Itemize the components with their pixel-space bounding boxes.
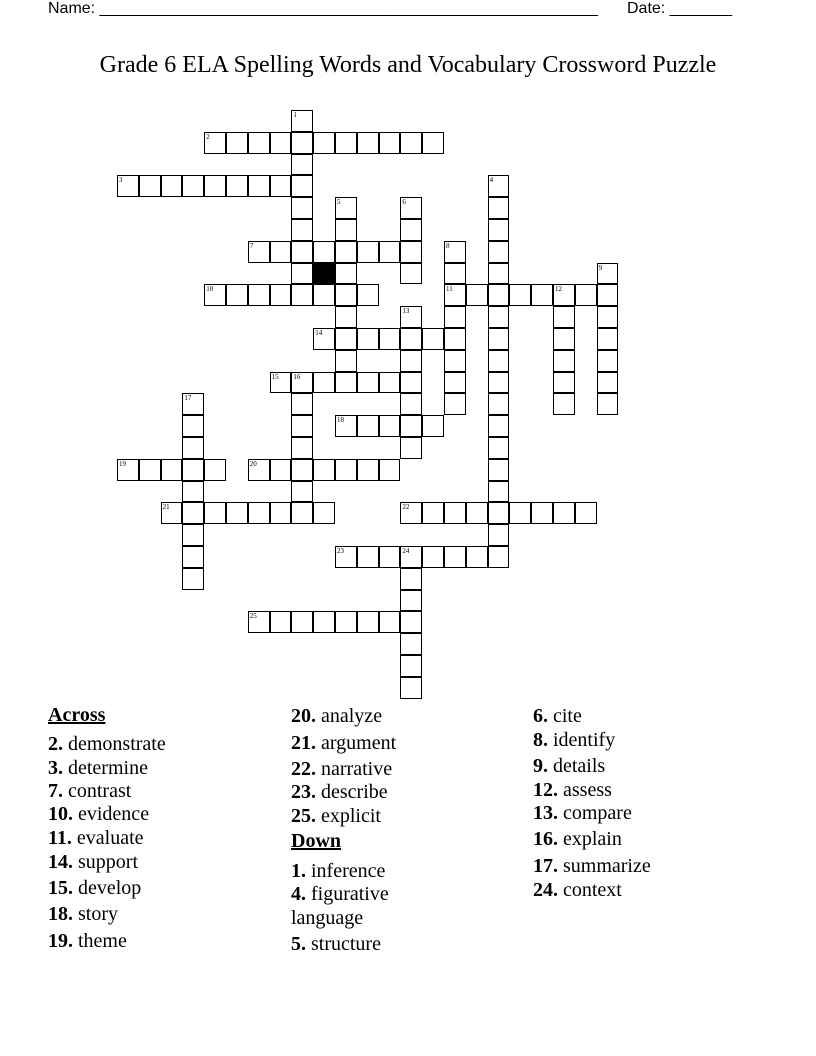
clue-item [48, 827, 144, 849]
crossword-cell[interactable] [291, 175, 313, 197]
clue-number: 2 [206, 132, 210, 141]
crossword-cell[interactable] [139, 175, 161, 197]
crossword-cell[interactable] [161, 502, 183, 524]
clue-item [533, 828, 622, 850]
crossword-cell[interactable] [291, 284, 313, 306]
crossword-cell[interactable] [379, 459, 401, 481]
clue-number: 5 [337, 198, 341, 207]
crossword-cell[interactable] [204, 132, 226, 154]
clue-number: 13 [402, 307, 410, 316]
crossword-cell[interactable] [335, 328, 357, 350]
crossword-cell[interactable] [182, 393, 204, 415]
crossword-cell[interactable] [139, 459, 161, 481]
crossword-cell[interactable] [291, 459, 313, 481]
crossword-cell[interactable] [270, 132, 292, 154]
clue-number: 24. [533, 879, 558, 901]
crossword-cell[interactable] [313, 459, 335, 481]
crossword-cell[interactable] [488, 175, 510, 197]
clue-text: evaluate [76, 827, 144, 849]
crossword-cell[interactable] [444, 372, 466, 394]
crossword-cell[interactable] [291, 110, 313, 132]
clue-item [533, 879, 622, 901]
name-field[interactable]: Name: ________________________________________________________ [48, 0, 598, 17]
clue-number: 3 [119, 176, 123, 185]
clue-number: 4. [291, 883, 306, 905]
crossword-cell[interactable] [335, 284, 357, 306]
crossword-cell[interactable] [291, 372, 313, 394]
crossword-cell[interactable] [379, 611, 401, 633]
crossword-cell[interactable] [400, 502, 422, 524]
crossword-cell[interactable] [161, 175, 183, 197]
crossword-cell[interactable] [117, 459, 139, 481]
crossword-cell[interactable] [357, 459, 379, 481]
crossword-cell[interactable] [400, 132, 422, 154]
crossword-cell[interactable] [182, 175, 204, 197]
crossword-cell[interactable] [488, 263, 510, 285]
crossword-cell[interactable] [204, 459, 226, 481]
clue-number: 14. [48, 851, 73, 873]
clue-number: 11 [446, 285, 453, 294]
clue-text: describe [321, 781, 388, 803]
crossword-cell[interactable] [422, 328, 444, 350]
crossword-cell[interactable] [182, 524, 204, 546]
crossword-cell[interactable] [488, 415, 510, 437]
crossword-cell[interactable] [357, 546, 379, 568]
clue-text: compare [563, 802, 632, 824]
crossword-cell[interactable] [531, 502, 553, 524]
clue-number: 16 [293, 372, 301, 381]
crossword-cell[interactable] [553, 372, 575, 394]
crossword-cell[interactable] [313, 502, 335, 524]
clue-text: figurative [311, 883, 389, 905]
crossword-cell[interactable] [488, 328, 510, 350]
crossword-cell[interactable] [204, 502, 226, 524]
crossword-cell[interactable] [270, 175, 292, 197]
crossword-cell[interactable] [488, 372, 510, 394]
crossword-cell[interactable] [182, 437, 204, 459]
crossword-cell[interactable] [444, 393, 466, 415]
clue-number: 25 [249, 612, 257, 621]
crossword-cell[interactable] [488, 393, 510, 415]
page-title: Grade 6 ELA Spelling Words and Vocabulary Crossword Puzzle [99, 52, 717, 78]
clue-text: develop [78, 877, 142, 899]
crossword-cell[interactable] [597, 263, 619, 285]
clue-number: 17 [184, 394, 192, 403]
crossword-cell[interactable] [204, 284, 226, 306]
clue-number: 1 [293, 111, 297, 119]
crossword-cell[interactable] [117, 175, 139, 197]
crossword-cell[interactable] [553, 306, 575, 328]
crossword-cell[interactable] [400, 197, 422, 219]
crossword-cell[interactable] [270, 459, 292, 481]
clue-number: 4 [489, 176, 494, 185]
crossword-cell[interactable] [182, 546, 204, 568]
crossword-cell[interactable] [400, 415, 422, 437]
clue-item [533, 779, 612, 801]
crossword-cell[interactable] [204, 175, 226, 197]
crossword-cell[interactable] [313, 132, 335, 154]
crossword-cell[interactable] [313, 241, 335, 263]
crossword-cell[interactable] [488, 502, 510, 524]
crossword-cell[interactable] [357, 241, 379, 263]
clue-number: 19. [48, 930, 73, 952]
crossword-cell[interactable] [444, 502, 466, 524]
crossword-cell[interactable] [488, 481, 510, 503]
crossword-cell[interactable] [313, 284, 335, 306]
clue-item [48, 733, 166, 755]
crossword-cell[interactable] [422, 546, 444, 568]
clue-number: 21. [291, 732, 316, 754]
crossword-cell[interactable] [335, 197, 357, 219]
clue-text: summarize [563, 855, 651, 877]
crossword-cell[interactable] [357, 415, 379, 437]
crossword-cell[interactable] [422, 132, 444, 154]
crossword-cell[interactable] [466, 502, 488, 524]
crossword-cell[interactable] [357, 372, 379, 394]
clue-number: 12. [533, 779, 558, 801]
crossword-cell[interactable] [335, 611, 357, 633]
crossword-cell[interactable] [488, 350, 510, 372]
clue-item [48, 851, 138, 873]
clue-number: 18. [48, 903, 73, 925]
clue-number: 13. [533, 802, 558, 824]
crossword-cell[interactable] [335, 132, 357, 154]
crossword-cell[interactable] [488, 284, 510, 306]
crossword-cell[interactable] [400, 350, 422, 372]
crossword-cell[interactable] [226, 502, 248, 524]
crossword-cell[interactable] [400, 633, 422, 655]
clue-number: 7. [48, 780, 63, 802]
clue-text: inference [311, 860, 386, 882]
crossword-cell[interactable] [357, 284, 379, 306]
crossword-cell[interactable] [379, 415, 401, 437]
clue-text: context [563, 879, 622, 901]
clue-number: 1. [291, 860, 306, 882]
clue-text-continuation: language [291, 907, 364, 929]
crossword-cell[interactable] [291, 437, 313, 459]
crossword-cell[interactable] [357, 611, 379, 633]
clue-item [533, 729, 615, 751]
crossword-cell[interactable] [248, 611, 270, 633]
clue-item [291, 805, 381, 827]
crossword-cell[interactable] [161, 459, 183, 481]
crossword-cell[interactable] [270, 241, 292, 263]
crossword-cell[interactable] [444, 546, 466, 568]
clue-item [48, 757, 148, 779]
crossword-cell[interactable] [444, 328, 466, 350]
clue-number: 8. [533, 729, 548, 751]
clue-item [533, 855, 651, 877]
crossword-cell[interactable] [553, 284, 575, 306]
clue-text: cite [553, 705, 582, 727]
crossword-cell[interactable] [597, 350, 619, 372]
crossword-cell[interactable] [400, 328, 422, 350]
crossword-cell[interactable] [335, 415, 357, 437]
clue-text: argument [321, 732, 397, 754]
crossword-cell[interactable] [444, 306, 466, 328]
crossword-cell[interactable] [182, 568, 204, 590]
crossword-cell[interactable] [357, 328, 379, 350]
crossword-cell[interactable] [597, 306, 619, 328]
clue-item [291, 732, 396, 754]
clue-text: contrast [68, 780, 132, 802]
crossword-cell[interactable] [291, 219, 313, 241]
crossword-cell[interactable] [182, 502, 204, 524]
date-field[interactable]: Date: _______ [627, 0, 732, 17]
crossword-cell[interactable] [379, 328, 401, 350]
clue-number: 9. [533, 755, 548, 777]
clue-number: 10. [48, 803, 73, 825]
clue-number: 20 [249, 459, 257, 468]
crossword-cell[interactable] [488, 437, 510, 459]
clue-text: structure [311, 933, 381, 955]
crossword-cell[interactable] [313, 372, 335, 394]
crossword-cell[interactable] [335, 372, 357, 394]
crossword-cell[interactable] [400, 219, 422, 241]
crossword-cell[interactable] [400, 372, 422, 394]
crossword-cell[interactable] [248, 459, 270, 481]
crossword-cell[interactable] [422, 415, 444, 437]
clue-item [48, 930, 127, 952]
crossword-cell[interactable] [488, 546, 510, 568]
crossword-cell[interactable] [291, 611, 313, 633]
clue-item [48, 803, 149, 825]
clue-number: 6 [402, 198, 406, 207]
crossword-cell[interactable] [400, 611, 422, 633]
crossword-cell[interactable] [597, 328, 619, 350]
crossword-cell[interactable] [400, 263, 422, 285]
clue-number: 2. [48, 733, 63, 755]
crossword-cell[interactable] [597, 372, 619, 394]
clue-number: 5. [291, 933, 306, 955]
crossword-cell[interactable] [488, 459, 510, 481]
crossword-cell[interactable] [357, 132, 379, 154]
crossword-cell[interactable] [400, 393, 422, 415]
crossword-cell[interactable] [400, 306, 422, 328]
crossword-cell[interactable] [248, 241, 270, 263]
crossword-cell[interactable] [379, 132, 401, 154]
clue-number: 18 [337, 416, 344, 425]
crossword-cell[interactable] [182, 415, 204, 437]
crossword-cell[interactable] [335, 350, 357, 372]
clue-text: demonstrate [68, 733, 166, 755]
crossword-cell[interactable] [400, 437, 422, 459]
crossword-cell[interactable] [488, 197, 510, 219]
clue-text: story [78, 903, 118, 925]
clue-number: 7 [249, 241, 254, 250]
crossword-cell[interactable] [553, 502, 575, 524]
crossword-cell[interactable] [248, 284, 270, 306]
crossword-cell[interactable] [553, 393, 575, 415]
clue-number: 9 [598, 263, 603, 272]
crossword-cell[interactable] [400, 546, 422, 568]
clue-number: 21 [162, 503, 170, 512]
clue-item [533, 705, 582, 727]
crossword-cell[interactable] [466, 546, 488, 568]
clue-item [48, 780, 131, 802]
clue-item [533, 802, 632, 824]
crossword-cell[interactable] [531, 284, 553, 306]
clue-number: 23 [337, 547, 344, 555]
clue-number: 11. [48, 827, 72, 849]
clue-text: theme [78, 930, 127, 952]
crossword-cell[interactable] [400, 568, 422, 590]
clue-text: determine [68, 757, 148, 779]
across-heading: Across [48, 704, 106, 726]
crossword-cell[interactable] [335, 306, 357, 328]
crossword-cell[interactable] [509, 502, 531, 524]
clue-number: 24 [402, 547, 410, 555]
crossword-cell[interactable] [248, 175, 270, 197]
black-cell [313, 263, 335, 285]
crossword-cell[interactable] [488, 306, 510, 328]
crossword-cell[interactable] [291, 502, 313, 524]
crossword-cell[interactable] [400, 241, 422, 263]
crossword-cell[interactable] [291, 154, 313, 176]
crossword-cell[interactable] [291, 132, 313, 154]
crossword-cell[interactable] [597, 284, 619, 306]
clue-number: 20. [291, 705, 316, 727]
crossword-cell[interactable] [313, 328, 335, 350]
clue-item [48, 877, 141, 899]
clue-item [291, 860, 385, 882]
crossword-cell[interactable] [466, 284, 488, 306]
crossword-cell[interactable] [335, 546, 357, 568]
crossword-cell[interactable] [248, 502, 270, 524]
clue-text: analyze [321, 705, 383, 727]
crossword-cell[interactable] [291, 263, 313, 285]
crossword-cell[interactable] [597, 393, 619, 415]
crossword-cell[interactable] [400, 677, 422, 699]
crossword-cell[interactable] [291, 241, 313, 263]
crossword-cell[interactable] [400, 590, 422, 612]
crossword-cell[interactable] [575, 284, 597, 306]
crossword-cell[interactable] [488, 219, 510, 241]
crossword-cell[interactable] [335, 459, 357, 481]
crossword-cell[interactable] [379, 241, 401, 263]
crossword-cell[interactable] [444, 350, 466, 372]
clue-text: narrative [321, 758, 393, 780]
crossword-cell[interactable] [335, 263, 357, 285]
crossword-cell[interactable] [553, 328, 575, 350]
crossword-cell[interactable] [335, 241, 357, 263]
clue-text: evidence [78, 803, 150, 825]
crossword-cell[interactable] [422, 502, 444, 524]
crossword-cell[interactable] [444, 284, 466, 306]
clue-text: details [553, 755, 606, 777]
clue-text: explicit [321, 805, 381, 827]
clue-number: 25. [291, 805, 316, 827]
clue-number: 6. [533, 705, 548, 727]
clue-number: 8 [446, 241, 450, 250]
crossword-cell[interactable] [553, 350, 575, 372]
clue-text: assess [563, 779, 612, 801]
clue-item [533, 755, 605, 777]
clue-number: 10 [206, 285, 214, 294]
crossword-cell[interactable] [226, 284, 248, 306]
clue-number: 14 [315, 329, 323, 337]
crossword-cell[interactable] [335, 219, 357, 241]
clue-number: 19 [119, 459, 126, 468]
clue-number: 17. [533, 855, 558, 877]
crossword-cell[interactable] [313, 611, 335, 633]
clue-item [291, 883, 389, 905]
clue-number: 15 [271, 372, 279, 381]
crossword-cell[interactable] [509, 284, 531, 306]
crossword-cell[interactable] [270, 502, 292, 524]
clue-item [48, 903, 118, 925]
clue-text: identify [553, 729, 616, 751]
crossword-cell[interactable] [270, 284, 292, 306]
crossword-cell[interactable] [488, 241, 510, 263]
crossword-cell[interactable] [379, 372, 401, 394]
clue-number: 12 [555, 285, 562, 294]
down-heading: Down [291, 830, 342, 852]
crossword-cell[interactable] [291, 393, 313, 415]
clue-number: 16. [533, 828, 558, 850]
crossword-cell[interactable] [488, 524, 510, 546]
clue-item [291, 758, 392, 780]
crossword-cell[interactable] [182, 481, 204, 503]
crossword-cell[interactable] [182, 459, 204, 481]
crossword-cell[interactable] [226, 132, 248, 154]
clue-item [291, 705, 382, 727]
clue-number: 23. [291, 781, 316, 803]
crossword-cell[interactable] [379, 546, 401, 568]
crossword-cell[interactable] [226, 175, 248, 197]
clue-text: support [78, 851, 138, 873]
crossword-cell[interactable] [270, 611, 292, 633]
clue-text: explain [563, 828, 622, 850]
crossword-cell[interactable] [248, 132, 270, 154]
clue-item [291, 781, 388, 803]
clue-number: 22. [291, 758, 316, 780]
crossword-cell[interactable] [444, 241, 466, 263]
clue-number: 22 [402, 503, 410, 512]
clue-number: 15. [48, 877, 73, 899]
crossword-cell[interactable] [291, 415, 313, 437]
crossword-cell[interactable] [291, 481, 313, 503]
clue-number: 3. [48, 757, 63, 779]
crossword-cell[interactable] [444, 263, 466, 285]
clue-item [291, 933, 381, 955]
crossword-cell[interactable] [400, 655, 422, 677]
crossword-cell[interactable] [575, 502, 597, 524]
crossword-cell[interactable] [270, 372, 292, 394]
crossword-cell[interactable] [291, 197, 313, 219]
